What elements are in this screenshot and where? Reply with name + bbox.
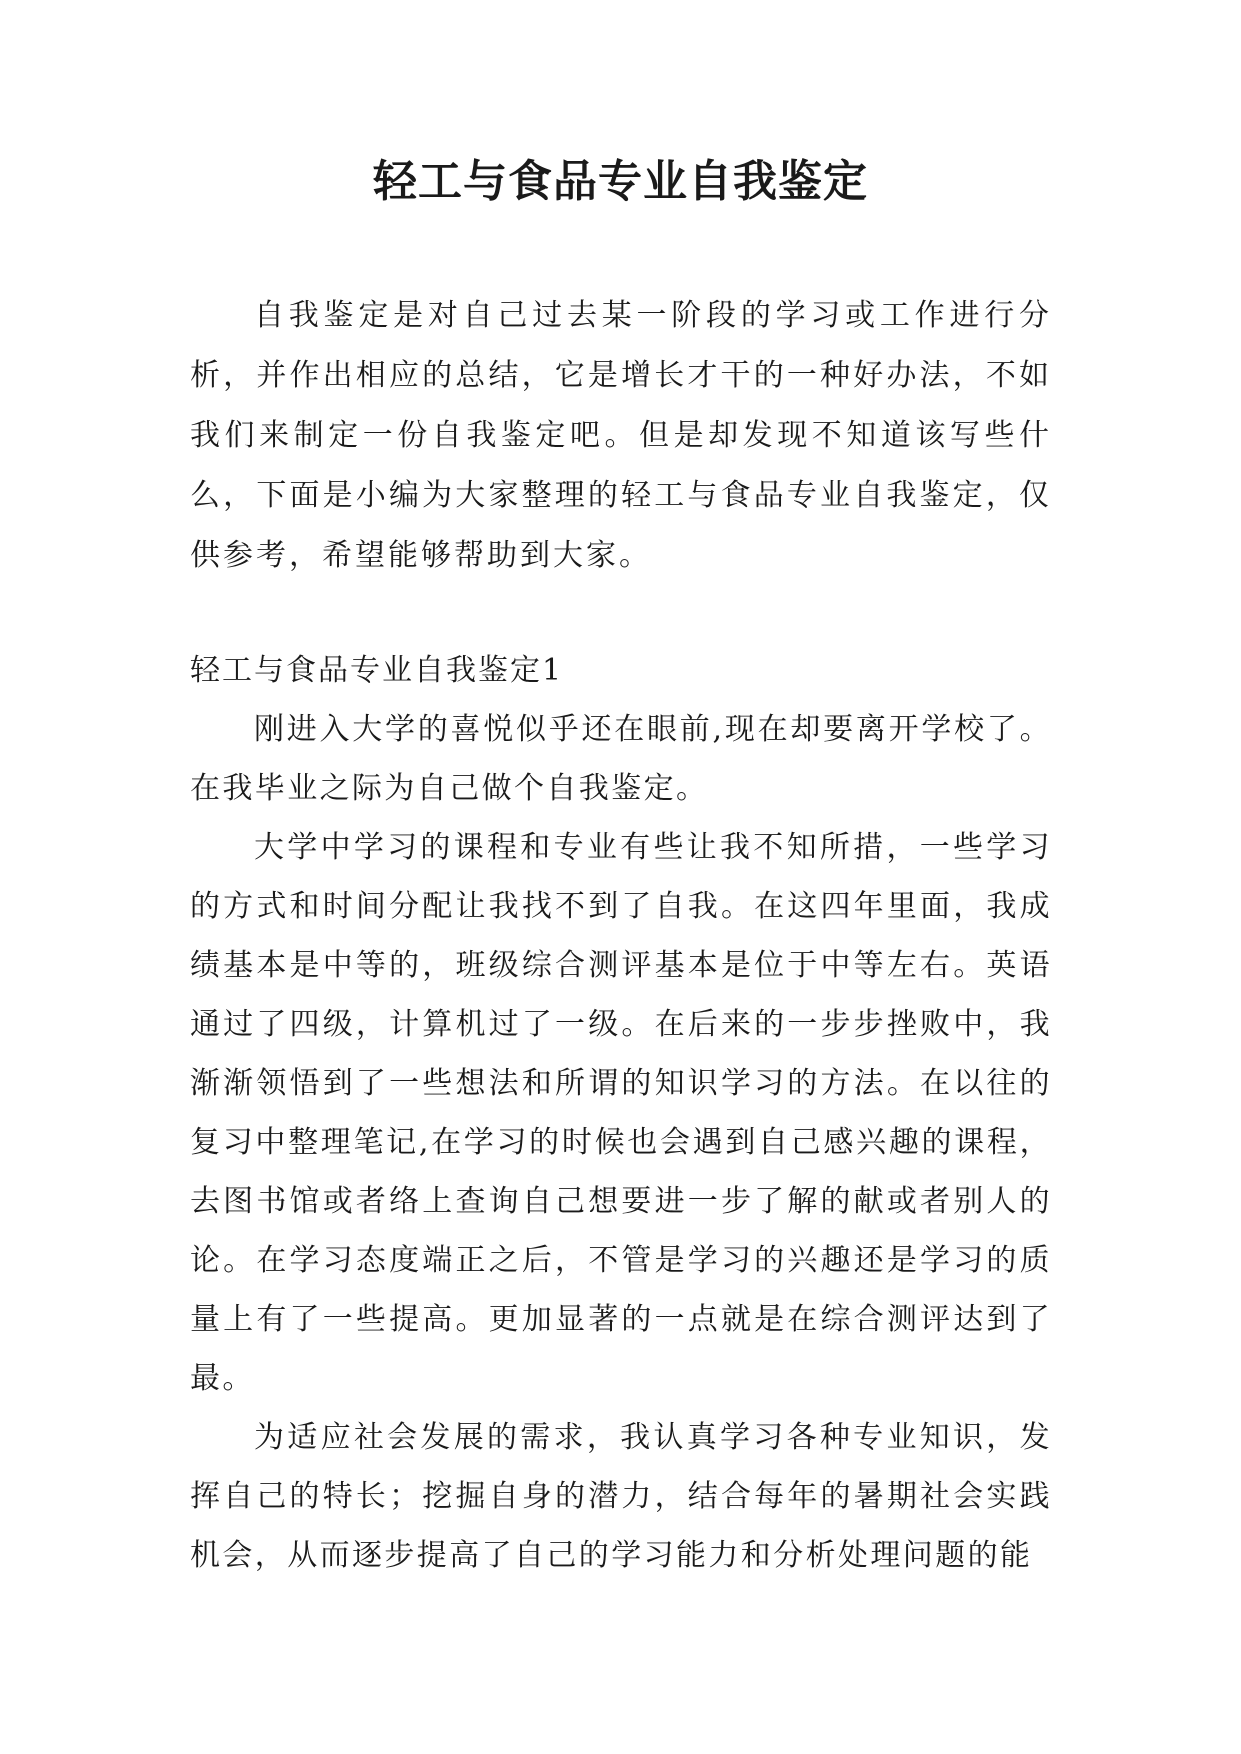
intro-paragraph: 自我鉴定是对自己过去某一阶段的学习或工作进行分析，并作出相应的总结，它是增长才干的一种好办法，不如我们来制定一份自我鉴定吧。但是却发现不知道该写些什么，下面是小编为大家整理的轻工与食品专业自我鉴定，仅供参考，希望能够帮助到大家。 [190, 298, 1052, 573]
section-spacer [190, 586, 1052, 641]
document-title: 轻工与食品专业自我鉴定 [373, 156, 868, 207]
body-paragraph: 刚进入大学的喜悦似乎还在眼前,现在却要离开学校了。在我毕业之际为自己做个自我鉴定。 [190, 712, 1052, 806]
body-paragraph: 大学中学习的课程和专业有些让我不知所措，一些学习的方式和时间分配让我找不到了自我。在这四年里面，我成绩基本是中等的，班级综合测评基本是位于中等左右。英语通过了四级，计算机过了一级。在后来的一步步挫败中，我渐渐领悟到了一些想法和所谓的知识学习的方法。在以往的复习中整理笔记,在学习的时候也会遇到自己感兴趣的课程，去图书馆或者络上查询自己想要进一步了解的献或者别人的论。在学习态度端正之后，不管是学习的兴趣还是学习的质量上有了一些提高。更加显著的一点就是在综合测评达到了最。 [190, 830, 1052, 1396]
body-paragraph: 为适应社会发展的需求，我认真学习各种专业知识，发挥自己的特长；挖掘自身的潜力，结合每年的暑期社会实践机会，从而逐步提高了自己的学习能力和分析处理问题的能 [190, 1420, 1052, 1573]
section-heading: 轻工与食品专业自我鉴定1 [190, 653, 564, 688]
document-body [190, 286, 1052, 1585]
